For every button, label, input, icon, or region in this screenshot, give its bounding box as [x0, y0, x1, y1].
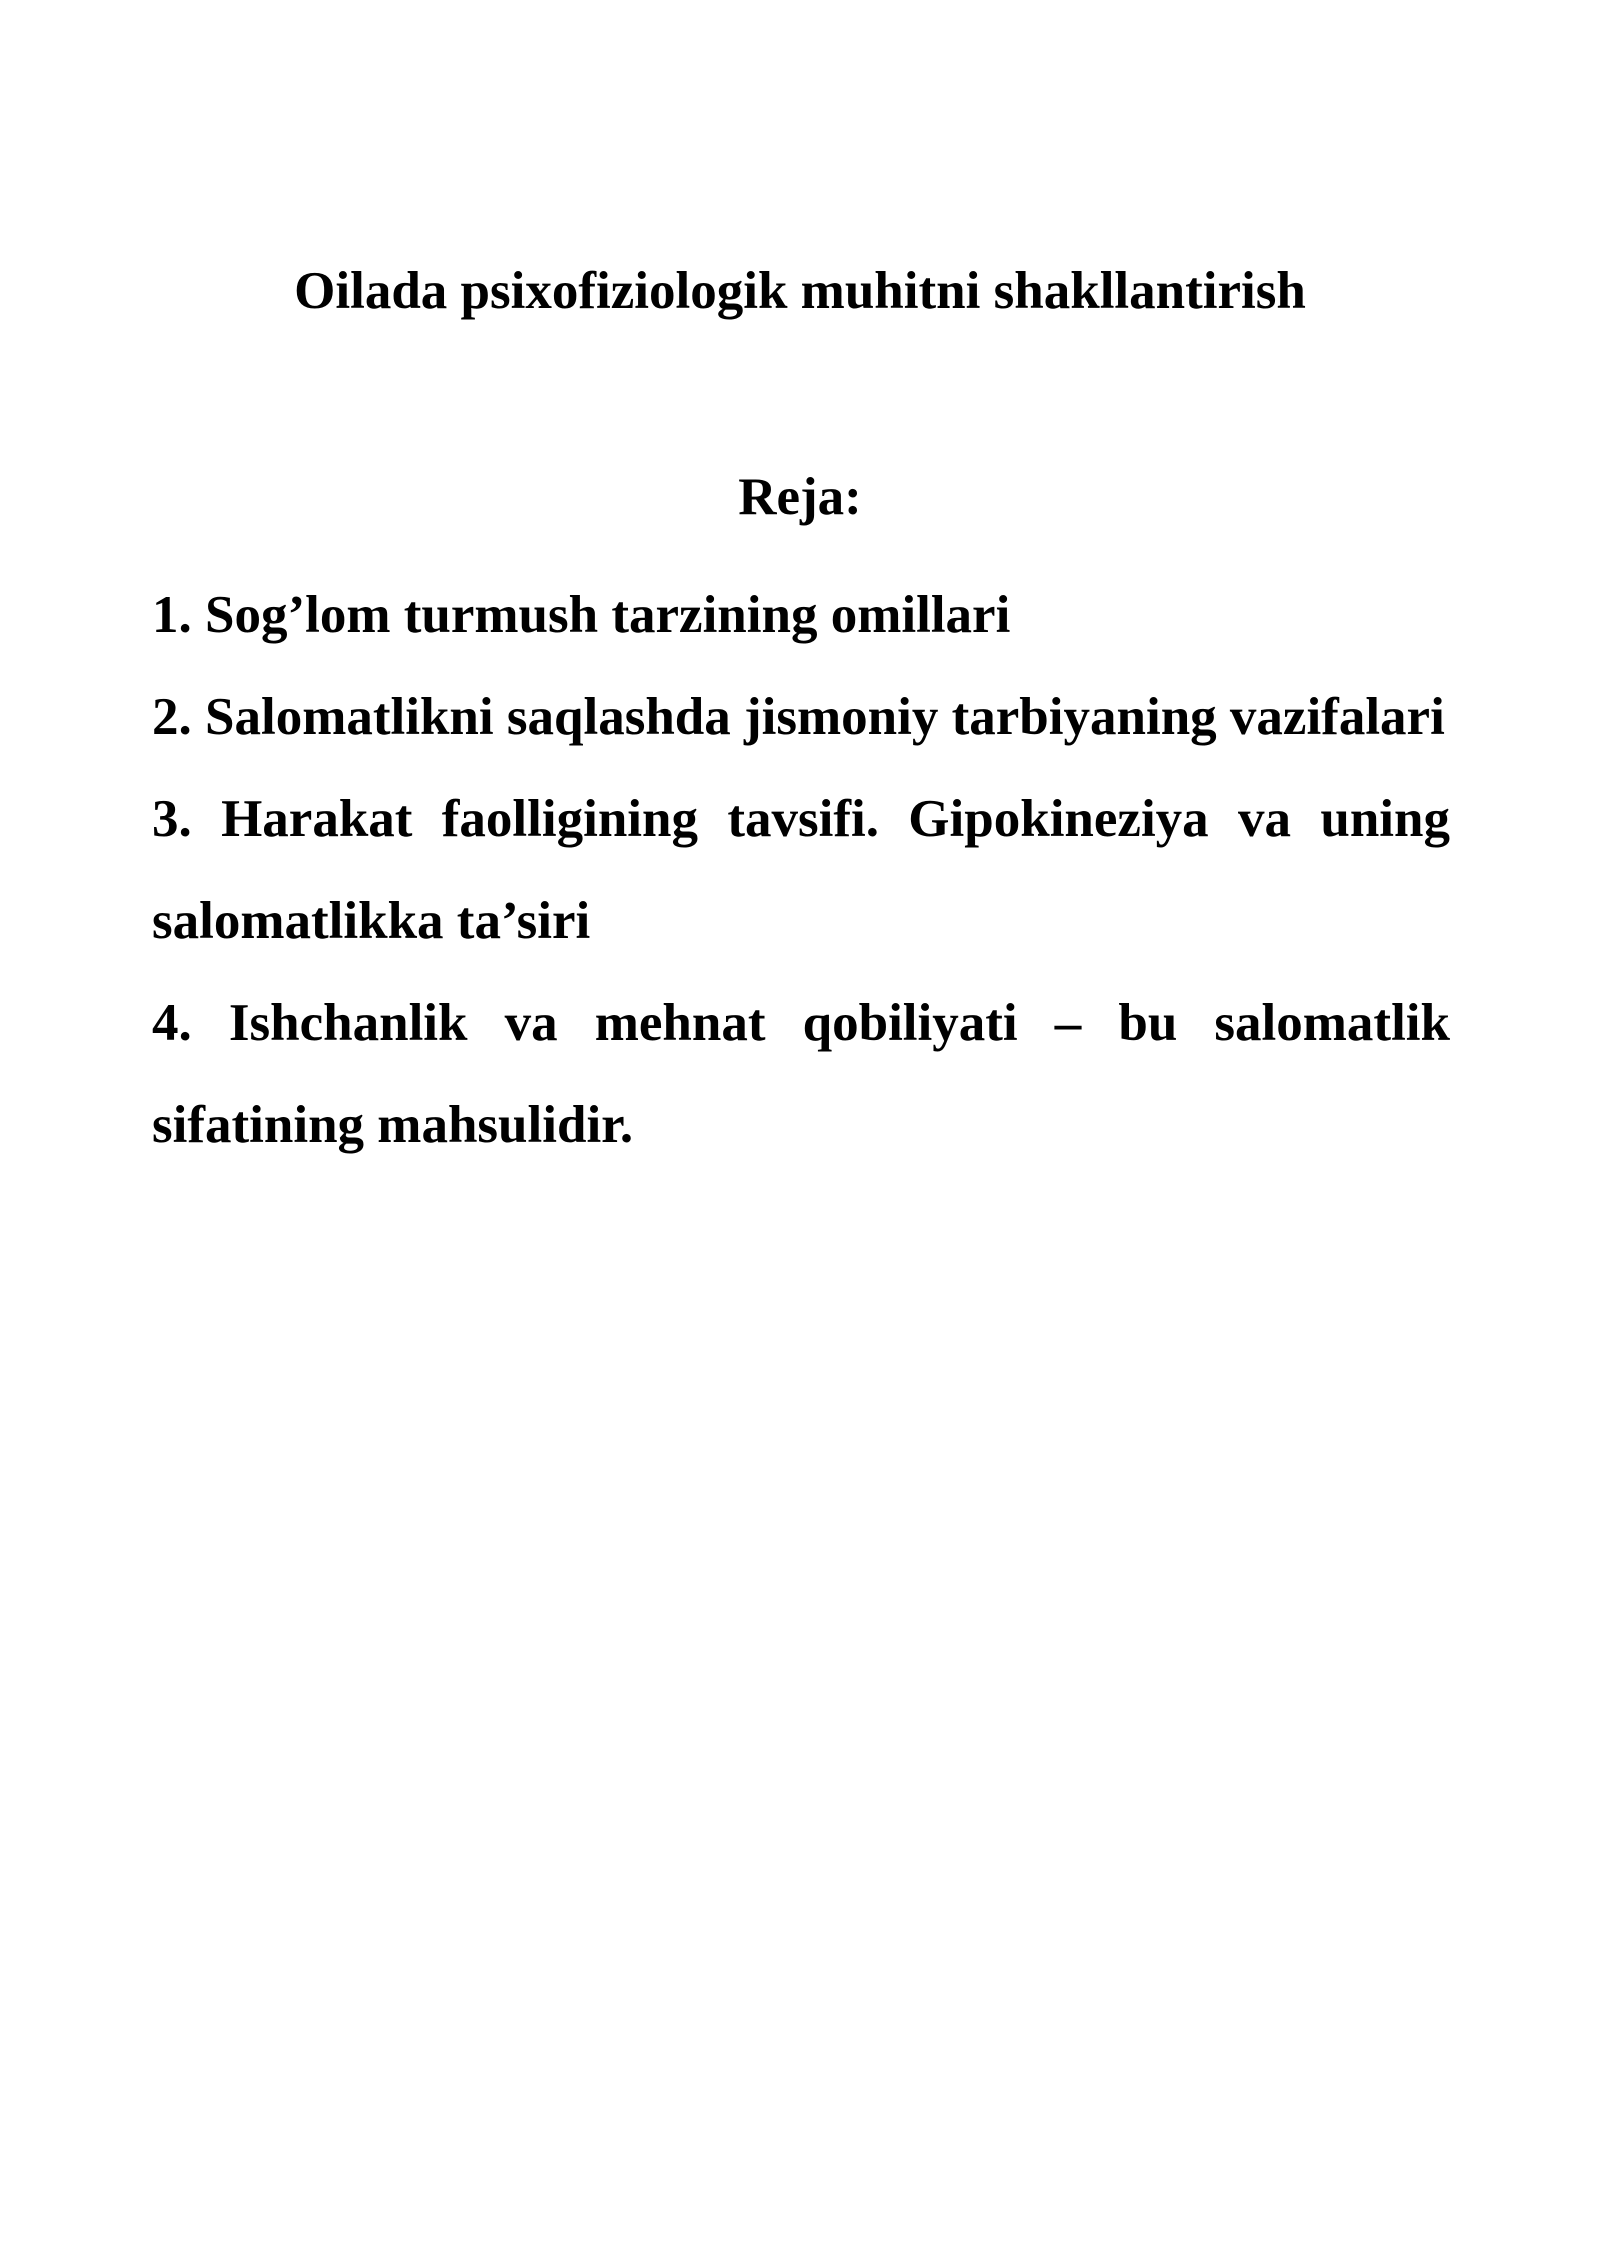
plan-item-1: 1. Sog’lom turmush tarzining omillari — [152, 586, 1011, 644]
plan-list — [152, 564, 1450, 1176]
document-title: Oilada psixofiziologik muhitni shakllantirish — [294, 262, 1306, 320]
plan-item-4: 4. Ishchanlik va mehnat qobiliyati – bu salomatlik sifatining mahsulidir. — [152, 994, 1450, 1154]
plan-heading: Reja: — [738, 468, 862, 526]
plan-item-2: 2. Salomatlikni saqlashda jismoniy tarbiyaning vazifalari — [152, 688, 1445, 746]
plan-item-3: 3. Harakat faolligining tavsifi. Gipokineziya va uning salomatlikka ta’siri — [152, 790, 1450, 950]
